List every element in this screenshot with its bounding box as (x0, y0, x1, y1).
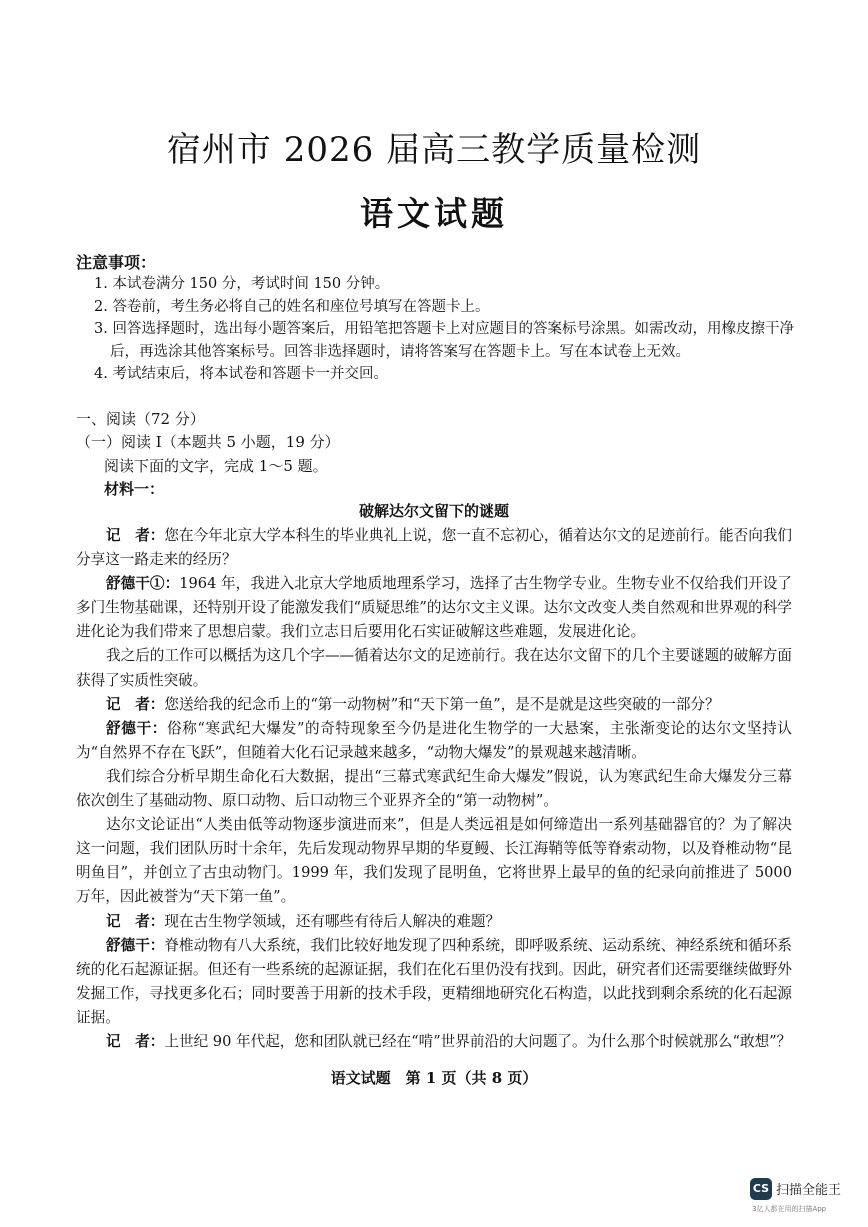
reading-instruction: 阅读下面的文字，完成 1～5 题。 (104, 457, 328, 475)
section-heading: 一、阅读（72 分） (76, 410, 205, 428)
notes-heading: 注意事项： (76, 253, 157, 272)
watermark-name: 扫描全能王 (776, 1183, 842, 1198)
paragraph (76, 693, 792, 717)
note-item: 1. 本试卷满分 150 分，考试时间 150 分钟。 (94, 276, 390, 292)
note-item: 2. 答卷前，考生务必将自己的姓名和座位号填写在答题卡上。 (94, 298, 490, 315)
speaker-label: 记 者： (106, 527, 165, 544)
paragraph (76, 765, 792, 813)
notes-list (76, 273, 806, 386)
paragraph-text: 您在今年北京大学本科生的毕业典礼上说，您一直不忘初心，循着达尔文的足迹前行。能否向我们分享这一路走来的经历？ (76, 527, 792, 569)
paragraph-text: 1964 年，我进入北京大学地质地理系学习，选择了古生物学专业。生物专业不仅给我们开设了多门生物基础课，还特别开设了能激发我们“质疑思维”的达尔文主义课。达尔文改变人类自然观和世界观的科学进化论为我们带来了思想启蒙。我们立志日后要用化石实证破解这些难题，发展进化论。 (76, 575, 792, 641)
paragraph (76, 524, 792, 572)
speaker-label: 舒德干： (106, 936, 165, 954)
paragraph (76, 813, 792, 909)
speaker-label: 记 者： (106, 695, 165, 713)
watermark-slogan: 3亿人都在用的扫描App (752, 1205, 827, 1213)
page-footer: 语文试题 第 1 页（共 8 页） (330, 1069, 538, 1087)
exam-title: 宿州市 2026 届高三教学质量检测 (166, 130, 702, 170)
paragraph (76, 934, 792, 1030)
exam-subtitle: 语文试题 (360, 194, 508, 233)
speaker-label: 舒德干①： (106, 575, 180, 593)
paragraph-text: 我们综合分析早期生命化石大数据，提出“三幕式寒武纪生命大爆发”假说，认为寒武纪生命大爆发分三幕依次创生了基础动物、原口动物、后口动物三个亚界齐全的“第一动物树”。 (76, 767, 792, 810)
article-body (76, 524, 792, 1054)
subsection-heading: （一）阅读 I（本题共 5 小题，19 分） (76, 433, 340, 451)
paragraph (76, 572, 792, 644)
material-label: 材料一： (104, 480, 165, 498)
paragraph (76, 1030, 792, 1054)
paragraph (76, 910, 792, 934)
paragraph (76, 644, 792, 692)
speaker-label: 记 者： (106, 1032, 165, 1050)
paragraph-text: 我之后的工作可以概括为这几个字——循着达尔文的足迹前行。我在达尔文留下的几个主要谜题的破解方面获得了实质性突破。 (76, 647, 792, 689)
note-item: 3. 回答选择题时，选出每小题答案后，用铅笔把答题卡上对应题目的答案标号涂黑。如需改动，用橡皮擦干净后，再选涂其他答案标号。回答非选择题时，请将答案写在答题卡上。写在本试卷上无效。 (94, 321, 794, 360)
article-title: 破解达尔文留下的谜题 (358, 502, 509, 520)
paragraph-text: 俗称“寒武纪大爆发”的奇特现象至今仍是进化生物学的一大悬案，主张渐变论的达尔文坚持认为“自然界不存在飞跃”，但随着大化石记录越来越多，“动物大爆发”的景观越来越清晰。 (76, 719, 792, 761)
scanner-watermark (744, 1176, 854, 1216)
paragraph-text: 达尔文论证出“人类由低等动物逐步演进而来”，但是人类远祖是如何缔造出一系列基础器官的？为了解决这一问题，我们团队历时十余年，先后发现动物界早期的华夏鳗、长江海鞘等低等脊索动物，以及脊椎动物“昆明鱼目”，并创立了古虫动物门。1999 年，我们发现了昆明鱼，它将世界上最早的鱼的纪录向前推进了 5000 万年，因此被誉为“天下第一鱼”。 (76, 816, 792, 906)
paragraph-text: 现在古生物学领域，还有哪些有待后人解决的难题？ (164, 912, 501, 930)
paragraph (76, 717, 792, 765)
paragraph-text: 您送给我的纪念币上的“第一动物树”和“天下第一鱼”，是不是就是这些突破的一部分？ (164, 695, 720, 713)
camscanner-logo-icon: CS (750, 1178, 772, 1200)
paragraph-text: 上世纪 90 年代起，您和团队就已经在“啃”世界前沿的大问题了。为什么那个时候就那么“敢想”？ (164, 1032, 792, 1050)
note-item: 4. 考试结束后，将本试卷和答题卡一并交回。 (94, 366, 388, 382)
speaker-label: 舒德干： (106, 719, 167, 737)
paragraph-text: 脊椎动物有八大系统，我们比较好地发现了四种系统，即呼吸系统、运动系统、神经系统和循环系统的化石起源证据。但还有一些系统的起源证据，我们在化石里仍没有找到。因此，研究者们还需要继续做野外发掘工作，寻找更多化石；同时要善于用新的技术手段，更精细地研究化石构造，以此找到剩余系统的化石起源证据。 (76, 936, 792, 1026)
speaker-label: 记 者： (106, 912, 165, 930)
